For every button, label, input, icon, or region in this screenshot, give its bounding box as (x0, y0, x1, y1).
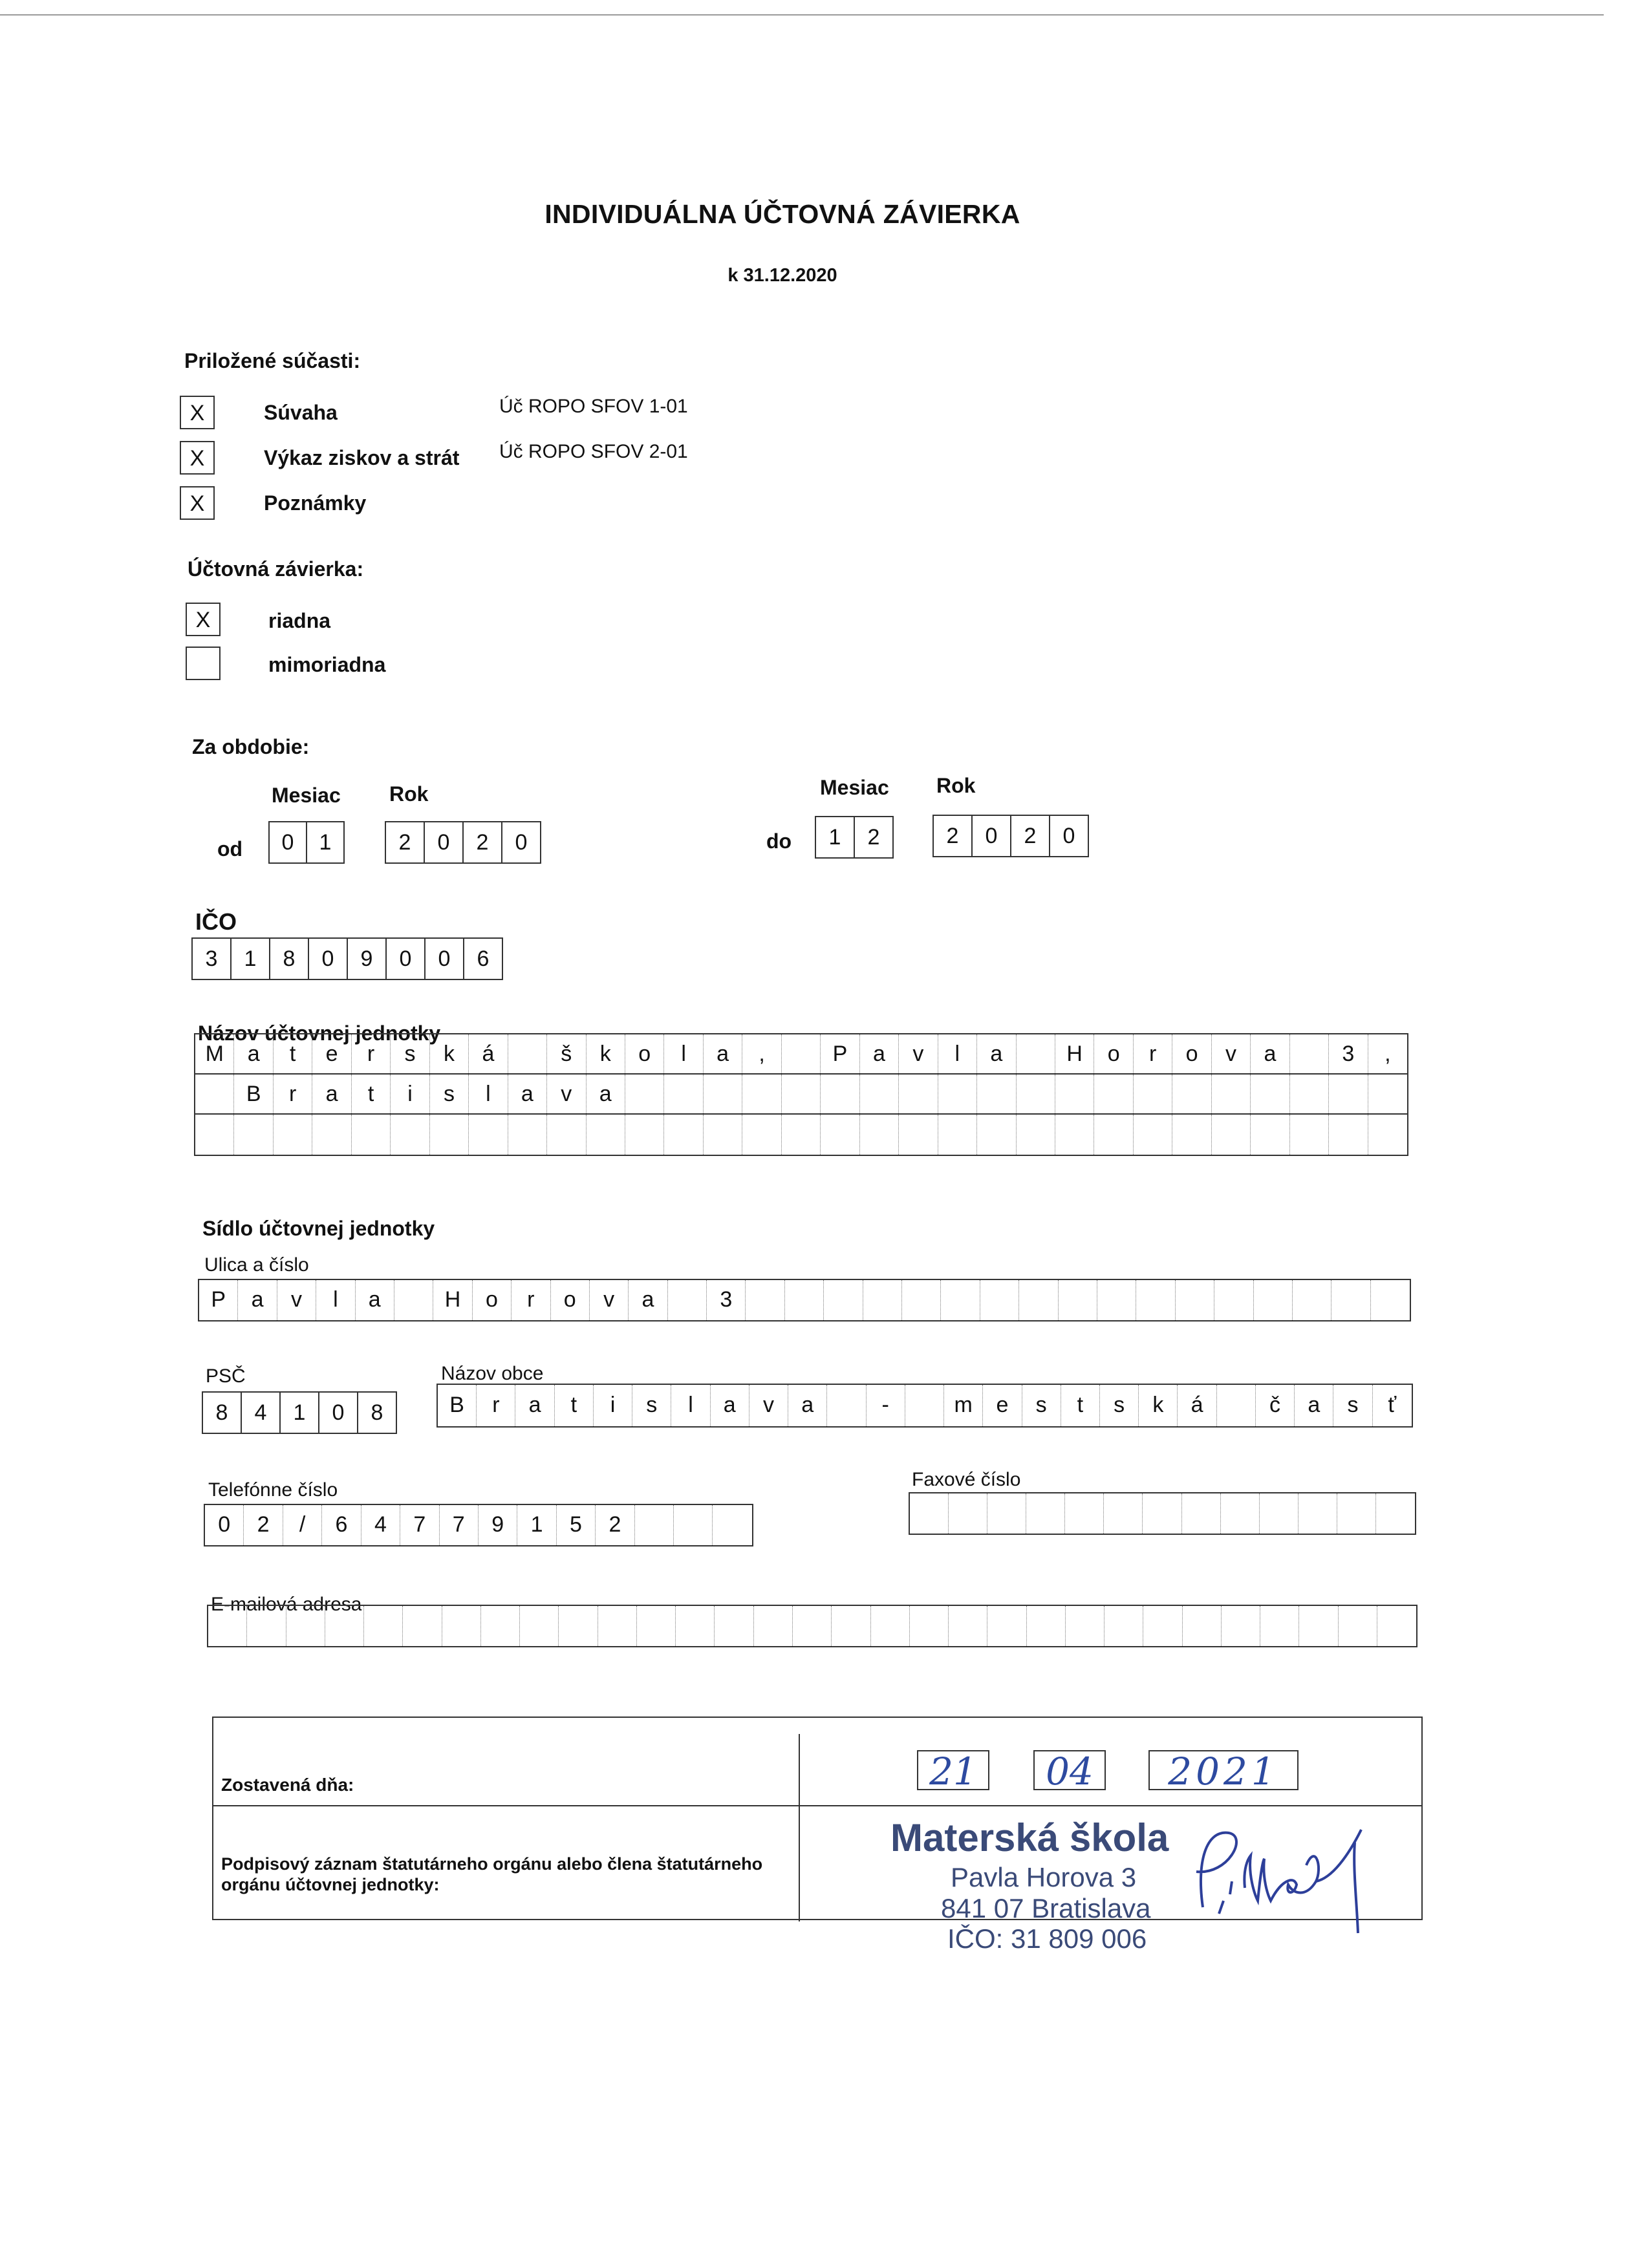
character-cell: a (238, 1280, 277, 1320)
character-cell: a (508, 1075, 547, 1113)
digit-cell: 8 (270, 939, 309, 979)
character-cell: 6 (322, 1505, 361, 1545)
email-field[interactable] (207, 1605, 1417, 1647)
character-cell (1105, 1606, 1143, 1646)
character-cell (1065, 1493, 1104, 1534)
digit-cell: 1 (816, 817, 855, 857)
character-cell: š (547, 1034, 586, 1073)
character-cell (1143, 1606, 1182, 1646)
digit-cell: 1 (232, 939, 270, 979)
character-cell (1017, 1075, 1055, 1113)
grid-row (199, 1280, 1410, 1320)
character-cell (481, 1606, 520, 1646)
closing-heading: Účtovná závierka: (188, 557, 364, 581)
character-cell (442, 1606, 481, 1646)
character-cell (520, 1606, 559, 1646)
character-cell: H (1055, 1034, 1094, 1073)
digit-cell: 0 (309, 939, 348, 979)
stamp-street: Pavla Horova 3 (951, 1862, 1137, 1892)
period-heading: Za obdobie: (192, 735, 310, 758)
unit-name-field[interactable] (194, 1033, 1408, 1156)
checkbox-mimoriadna[interactable] (186, 647, 221, 680)
character-cell (664, 1075, 703, 1113)
character-cell (637, 1606, 676, 1646)
grid-row (208, 1606, 1416, 1646)
character-cell: v (899, 1034, 938, 1073)
character-cell (1371, 1280, 1410, 1320)
digit-cell: 2 (464, 822, 502, 862)
character-cell (547, 1115, 586, 1155)
character-cell (1027, 1606, 1066, 1646)
character-cell (587, 1115, 625, 1155)
character-cell (824, 1280, 863, 1320)
character-cell: 4 (361, 1505, 400, 1545)
character-cell: a (356, 1280, 394, 1320)
character-cell (1136, 1280, 1175, 1320)
character-cell (910, 1493, 949, 1534)
character-cell (352, 1115, 391, 1155)
character-cell: k (430, 1034, 469, 1073)
character-cell (1172, 1075, 1211, 1113)
character-cell (508, 1115, 547, 1155)
character-cell (1221, 1493, 1260, 1534)
character-cell: r (1134, 1034, 1172, 1073)
character-cell: o (551, 1280, 590, 1320)
phone-label: Telefónne číslo (208, 1479, 338, 1501)
digit-cell: 3 (193, 939, 232, 979)
attachments-heading: Priložené súčasti: (184, 349, 361, 372)
digit-cell: 2 (855, 817, 894, 857)
checkbox-poznamky[interactable]: X (180, 486, 215, 520)
character-cell: a (788, 1385, 827, 1426)
character-cell: v (590, 1280, 629, 1320)
character-cell (821, 1075, 859, 1113)
character-cell (1143, 1493, 1181, 1534)
character-cell (860, 1075, 899, 1113)
character-cell: a (1251, 1034, 1289, 1073)
character-cell (1176, 1280, 1214, 1320)
character-cell: a (629, 1280, 667, 1320)
character-cell: t (555, 1385, 594, 1426)
character-cell: i (594, 1385, 632, 1426)
top-border-line (0, 14, 1604, 16)
character-cell (1251, 1075, 1289, 1113)
character-cell (1254, 1280, 1293, 1320)
character-cell: P (821, 1034, 859, 1073)
character-cell (1017, 1034, 1055, 1073)
character-cell: o (625, 1034, 664, 1073)
digit-cell: 1 (281, 1393, 319, 1433)
digit-cell: 0 (425, 822, 464, 862)
stamp-ico: IČO: 31 809 006 (947, 1923, 1147, 1954)
character-cell (742, 1115, 781, 1155)
from-month-field[interactable] (268, 821, 345, 864)
character-cell (1026, 1493, 1065, 1534)
character-cell (274, 1115, 312, 1155)
character-cell (1331, 1280, 1370, 1320)
character-cell (1214, 1280, 1253, 1320)
character-cell: 9 (479, 1505, 517, 1545)
seat-heading: Sídlo účtovnej jednotky (202, 1217, 435, 1240)
character-cell: 3 (707, 1280, 746, 1320)
character-cell: k (587, 1034, 625, 1073)
character-cell: a (312, 1075, 351, 1113)
character-cell: v (277, 1280, 316, 1320)
character-cell (713, 1505, 751, 1545)
character-cell (625, 1115, 664, 1155)
character-cell (208, 1606, 247, 1646)
character-cell (899, 1075, 938, 1113)
digit-cell: 0 (502, 822, 541, 862)
character-cell (391, 1115, 429, 1155)
character-cell (1290, 1034, 1329, 1073)
character-cell (559, 1606, 598, 1646)
closing-label-mimoriadna: mimoriadna (268, 653, 386, 676)
fax-label: Faxové číslo (912, 1469, 1021, 1490)
signature-record-label: Podpisový záznam štatutárneho orgánu alebo člena štatutárneho orgánu účtovnej jednotky: (221, 1854, 763, 1894)
character-cell (234, 1115, 273, 1155)
digit-cell: 2 (386, 822, 425, 862)
character-cell: H (433, 1280, 472, 1320)
character-cell: 0 (205, 1505, 244, 1545)
stamp-city: 841 07 Bratislava (941, 1893, 1151, 1923)
street-label: Ulica a číslo (204, 1254, 309, 1276)
character-cell (1329, 1115, 1368, 1155)
digit-cell: 0 (270, 822, 307, 862)
character-cell: - (867, 1385, 905, 1426)
from-year-label: Rok (389, 782, 429, 806)
character-cell: a (704, 1034, 742, 1073)
character-cell: m (944, 1385, 983, 1426)
character-cell (1104, 1493, 1143, 1534)
phone-field[interactable] (204, 1504, 753, 1546)
character-cell: 7 (440, 1505, 479, 1545)
character-cell: B (438, 1385, 477, 1426)
character-cell (1260, 1606, 1299, 1646)
checkbox-vykaz[interactable]: X (180, 441, 215, 475)
digit-cell: 0 (1050, 816, 1089, 856)
grid-row (195, 1075, 1407, 1115)
character-cell: a (711, 1385, 749, 1426)
character-cell (704, 1075, 742, 1113)
character-cell (980, 1280, 1019, 1320)
from-month-label: Mesiac (272, 784, 341, 807)
psc-label: PSČ (206, 1365, 246, 1387)
character-cell: á (469, 1034, 508, 1073)
character-cell (1299, 1606, 1338, 1646)
character-cell (676, 1606, 715, 1646)
attachment-code-vykaz: Úč ROPO SFOV 2-01 (499, 441, 688, 462)
closing-label-riadna: riadna (268, 609, 331, 632)
character-cell: s (430, 1075, 469, 1113)
character-cell (286, 1606, 325, 1646)
character-cell (863, 1280, 902, 1320)
character-cell: 1 (517, 1505, 556, 1545)
character-cell: a (587, 1075, 625, 1113)
character-cell (469, 1115, 508, 1155)
character-cell (1066, 1606, 1105, 1646)
unit-name-label: Názov účtovnej jednotky (198, 1022, 441, 1045)
character-cell: l (664, 1034, 703, 1073)
character-cell: s (1333, 1385, 1372, 1426)
character-cell: r (352, 1034, 391, 1073)
character-cell: o (473, 1280, 512, 1320)
character-cell: č (1256, 1385, 1295, 1426)
character-cell: M (195, 1034, 234, 1073)
character-cell (1368, 1075, 1407, 1113)
document-date: k 31.12.2020 (727, 265, 837, 286)
attachment-label-suvaha: Súvaha (264, 401, 338, 424)
character-cell: r (512, 1280, 550, 1320)
street-field[interactable] (198, 1279, 1411, 1321)
character-cell: e (983, 1385, 1022, 1426)
character-cell: á (1178, 1385, 1216, 1426)
character-cell: a (234, 1034, 273, 1073)
character-cell (938, 1075, 977, 1113)
character-cell: t (1061, 1385, 1100, 1426)
character-cell (1182, 1493, 1221, 1534)
character-cell (987, 1493, 1026, 1534)
character-cell (1094, 1075, 1133, 1113)
character-cell (1251, 1115, 1289, 1155)
character-cell: l (671, 1385, 710, 1426)
character-cell (247, 1606, 286, 1646)
character-cell (1212, 1075, 1251, 1113)
to-month-field[interactable] (815, 816, 894, 859)
character-cell (195, 1075, 234, 1113)
compiled-month[interactable]: 04 (1033, 1750, 1106, 1790)
character-cell: / (283, 1505, 322, 1545)
attachment-label-poznamky: Poznámky (264, 491, 367, 515)
character-cell: o (1172, 1034, 1211, 1073)
character-cell (899, 1115, 938, 1155)
character-cell (782, 1115, 821, 1155)
from-year-field[interactable] (385, 821, 541, 864)
character-cell (871, 1606, 910, 1646)
character-cell (1097, 1280, 1136, 1320)
to-label: do (766, 829, 792, 853)
character-cell (1329, 1075, 1368, 1113)
character-cell (1212, 1115, 1251, 1155)
character-cell: t (352, 1075, 391, 1113)
ico-field[interactable] (191, 937, 503, 980)
character-cell: B (234, 1075, 273, 1113)
character-cell (793, 1606, 832, 1646)
to-month-label: Mesiac (820, 776, 889, 799)
digit-cell: 2 (1011, 816, 1050, 856)
document-title: INDIVIDUÁLNA ÚČTOVNÁ ZÁVIERKA (544, 199, 1020, 229)
digit-cell: 0 (319, 1393, 358, 1433)
digit-cell: 0 (973, 816, 1011, 856)
attachment-code-suvaha: Úč ROPO SFOV 1-01 (499, 396, 688, 417)
character-cell (1376, 1493, 1415, 1534)
character-cell (977, 1075, 1016, 1113)
character-cell (1134, 1115, 1172, 1155)
character-cell (1172, 1115, 1211, 1155)
compiled-year[interactable]: 2021 (1148, 1750, 1299, 1790)
character-cell: a (977, 1034, 1016, 1073)
city-field[interactable] (436, 1384, 1413, 1428)
character-cell (827, 1385, 866, 1426)
character-cell (1293, 1280, 1331, 1320)
digit-cell: 4 (242, 1393, 281, 1433)
character-cell (977, 1115, 1016, 1155)
psc-field[interactable] (202, 1391, 397, 1434)
fax-field[interactable] (909, 1492, 1416, 1535)
to-year-label: Rok (936, 774, 976, 797)
checkbox-suvaha[interactable]: X (180, 396, 215, 429)
character-cell (403, 1606, 442, 1646)
character-cell (1222, 1606, 1260, 1646)
character-cell: s (391, 1034, 429, 1073)
from-label: od (217, 837, 243, 861)
character-cell (1299, 1493, 1337, 1534)
character-cell: s (632, 1385, 671, 1426)
character-cell: 5 (557, 1505, 596, 1545)
handwritten-signature (1183, 1804, 1377, 1940)
grid-row (438, 1385, 1412, 1426)
character-cell (1368, 1115, 1407, 1155)
character-cell: 3 (1329, 1034, 1368, 1073)
grid-row (195, 1115, 1407, 1155)
digit-cell: 2 (934, 816, 973, 856)
character-cell (635, 1505, 674, 1545)
digit-cell: 0 (387, 939, 426, 979)
character-cell (715, 1606, 753, 1646)
character-cell (754, 1606, 793, 1646)
character-cell: r (477, 1385, 515, 1426)
character-cell (1290, 1115, 1329, 1155)
digit-cell: 6 (464, 939, 503, 979)
grid-row (195, 1034, 1407, 1075)
character-cell (364, 1606, 403, 1646)
character-cell: t (274, 1034, 312, 1073)
ico-label: IČO (195, 908, 237, 935)
character-cell (1217, 1385, 1256, 1426)
character-cell (1337, 1493, 1376, 1534)
stamp-name: Materská škola (890, 1816, 1169, 1859)
signature-table-divider (799, 1734, 800, 1921)
character-cell: o (1094, 1034, 1133, 1073)
character-cell (394, 1280, 433, 1320)
character-cell (860, 1115, 899, 1155)
character-cell: 7 (400, 1505, 439, 1545)
city-label: Názov obce (441, 1363, 544, 1384)
character-cell (1339, 1606, 1377, 1646)
character-cell: a (515, 1385, 554, 1426)
character-cell (625, 1075, 664, 1113)
character-cell (1055, 1115, 1094, 1155)
character-cell: l (938, 1034, 977, 1073)
digit-cell: 1 (307, 822, 345, 862)
character-cell: v (749, 1385, 788, 1426)
character-cell: i (391, 1075, 429, 1113)
character-cell: k (1139, 1385, 1178, 1426)
character-cell: s (1100, 1385, 1139, 1426)
character-cell (668, 1280, 707, 1320)
character-cell: 2 (244, 1505, 283, 1545)
grid-row (205, 1505, 752, 1545)
character-cell (598, 1606, 637, 1646)
character-cell (910, 1606, 949, 1646)
character-cell (674, 1505, 713, 1545)
compiled-day[interactable]: 21 (917, 1750, 989, 1790)
grid-row (910, 1493, 1415, 1534)
character-cell: 2 (596, 1505, 634, 1545)
character-cell (949, 1606, 987, 1646)
character-cell: l (316, 1280, 355, 1320)
character-cell (782, 1034, 821, 1073)
email-label: E-mailová adresa (211, 1594, 362, 1615)
character-cell (905, 1385, 944, 1426)
character-cell (987, 1606, 1026, 1646)
character-cell (938, 1115, 977, 1155)
character-cell: a (860, 1034, 899, 1073)
digit-cell: 8 (358, 1393, 397, 1433)
character-cell (325, 1606, 364, 1646)
character-cell (1059, 1280, 1097, 1320)
character-cell (785, 1280, 824, 1320)
character-cell (1183, 1606, 1222, 1646)
character-cell (746, 1280, 784, 1320)
to-year-field[interactable] (932, 815, 1089, 857)
digit-cell: 0 (426, 939, 464, 979)
character-cell (704, 1115, 742, 1155)
character-cell (195, 1115, 234, 1155)
character-cell: P (199, 1280, 238, 1320)
character-cell (1055, 1075, 1094, 1113)
checkbox-riadna[interactable]: X (186, 603, 221, 636)
character-cell: ť (1388, 1393, 1397, 1417)
character-cell: v (1212, 1034, 1251, 1073)
character-cell (742, 1075, 781, 1113)
character-cell (508, 1034, 547, 1073)
character-cell (1134, 1075, 1172, 1113)
compiled-label: Zostavená dňa: (221, 1775, 354, 1795)
character-cell: , (1385, 1042, 1391, 1066)
character-cell (832, 1606, 870, 1646)
character-cell: r (274, 1075, 312, 1113)
character-cell (312, 1115, 351, 1155)
character-cell: v (547, 1075, 586, 1113)
character-cell (821, 1115, 859, 1155)
character-cell (1094, 1115, 1133, 1155)
character-cell (430, 1115, 469, 1155)
character-cell (782, 1075, 821, 1113)
digit-cell: 9 (348, 939, 387, 979)
character-cell (949, 1493, 987, 1534)
character-cell (1377, 1606, 1416, 1646)
character-cell (902, 1280, 941, 1320)
character-cell: a (1295, 1385, 1333, 1426)
character-cell (1017, 1115, 1055, 1155)
attachment-label-vykaz: Výkaz ziskov a strát (264, 446, 460, 469)
character-cell: s (1022, 1385, 1061, 1426)
digit-cell: 8 (203, 1393, 242, 1433)
character-cell (1260, 1493, 1299, 1534)
character-cell: l (469, 1075, 508, 1113)
character-cell: e (312, 1034, 351, 1073)
character-cell: , (742, 1034, 781, 1073)
character-cell (1290, 1075, 1329, 1113)
character-cell (1019, 1280, 1058, 1320)
character-cell (941, 1280, 980, 1320)
character-cell (664, 1115, 703, 1155)
